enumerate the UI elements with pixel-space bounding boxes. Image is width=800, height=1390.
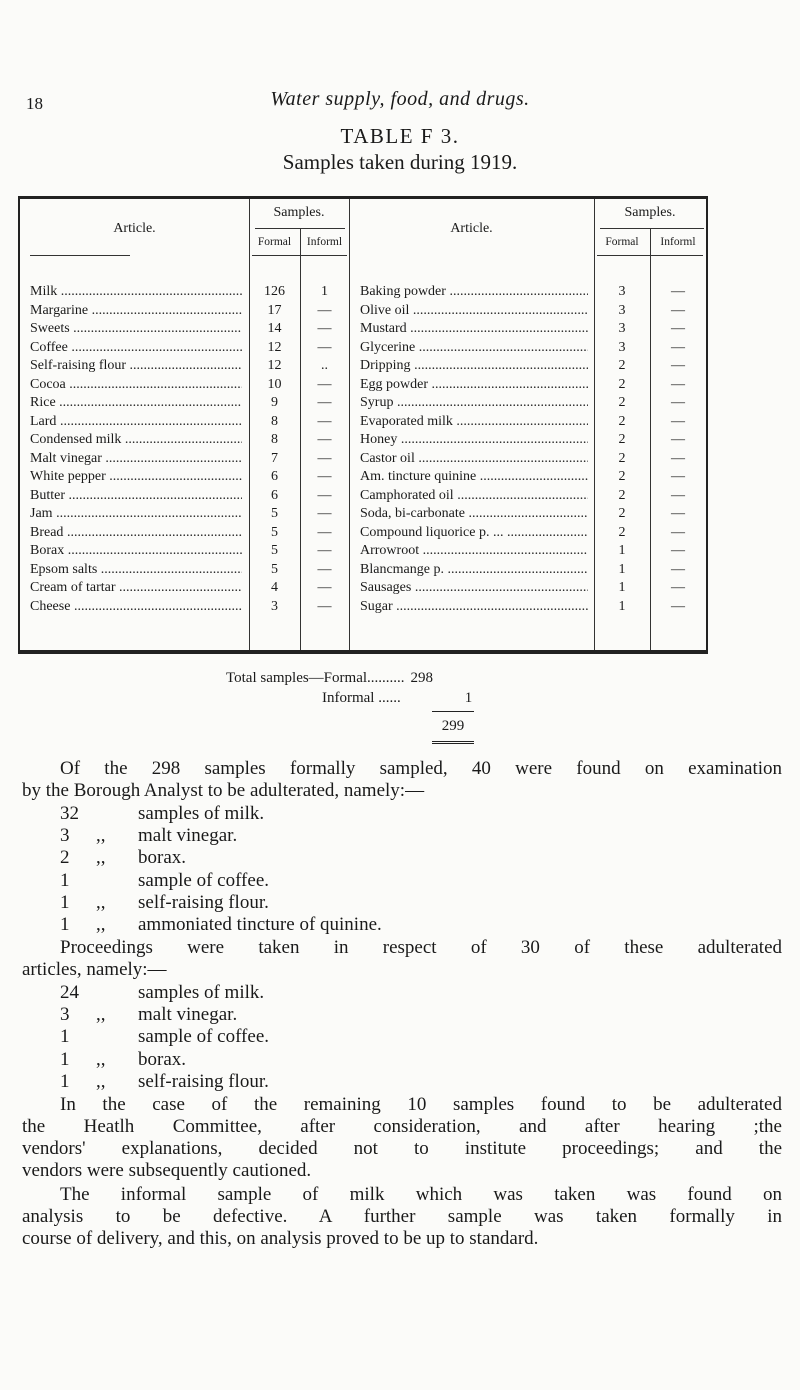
article-name: Blancmange p. .....	[360, 563, 588, 577]
item-text: ammoniated tincture of quinine.	[138, 914, 382, 935]
table-row	[20, 433, 706, 447]
list-item	[60, 1026, 269, 1049]
article-name: Arrowroot .....	[360, 544, 588, 558]
table-row	[20, 600, 706, 614]
formal-count: 3	[618, 321, 626, 336]
formal-count: 2	[618, 487, 626, 503]
informal-count: —	[671, 413, 685, 429]
informal-count: —	[317, 395, 332, 410]
article-name: Olive oil .....	[360, 304, 588, 318]
table-row	[20, 285, 706, 299]
formal-count: 1	[618, 598, 626, 614]
table-row	[20, 563, 706, 577]
paragraph-line: vendors were subsequently cautioned.	[22, 1160, 312, 1181]
paragraph-line: by the Borough Analyst to be adulterated, namely:—	[22, 780, 425, 801]
article-name: Cream of tartar .....	[30, 581, 242, 595]
article-name: Sugar .....	[360, 600, 588, 614]
page-number: 18	[26, 94, 43, 113]
informal-count: —	[671, 487, 685, 503]
item-count: 32	[60, 803, 79, 824]
item-text: borax.	[138, 847, 187, 869]
item-count: 24	[60, 982, 79, 1003]
table-row	[20, 415, 706, 429]
item-ditto: ,,	[96, 1048, 106, 1070]
total-informal-value: 1	[464, 690, 473, 706]
header-rule	[252, 255, 347, 256]
samples-table	[18, 196, 708, 654]
header-article-left: Article.	[113, 221, 156, 236]
article-name: Condensed milk .....	[30, 433, 242, 447]
table-row	[20, 359, 706, 373]
article-name: Baking powder .....	[360, 285, 588, 299]
formal-count: 5	[271, 524, 278, 540]
informal-count: 1	[321, 284, 328, 299]
formal-count: 7	[271, 450, 278, 466]
totals-block	[226, 668, 472, 708]
item-ditto: ,,	[96, 847, 106, 869]
table-row	[20, 396, 706, 410]
informal-count: —	[671, 284, 685, 299]
informal-count: ..	[321, 358, 328, 373]
header-rule	[30, 255, 130, 256]
informal-count: —	[317, 302, 332, 318]
formal-count: 2	[618, 450, 626, 466]
item-count: 3	[60, 825, 70, 847]
item-count: 2	[60, 847, 70, 869]
formal-count: 2	[618, 395, 626, 410]
table-row	[20, 452, 706, 466]
informal-count: —	[671, 524, 685, 540]
item-count: 3	[60, 1004, 70, 1026]
article-name: Malt vinegar .....	[30, 452, 242, 466]
informal-count: —	[671, 598, 685, 614]
formal-count: 3	[271, 598, 278, 614]
informal-count: —	[671, 561, 685, 577]
informal-count: —	[671, 580, 685, 595]
article-name: Rice .....	[30, 396, 242, 410]
table-row	[20, 341, 706, 355]
paragraph-line: articles, namely:—	[22, 959, 167, 980]
item-ditto: ,,	[96, 1070, 106, 1092]
informal-count: —	[317, 413, 332, 429]
formal-count: 2	[618, 432, 626, 447]
running-head: Water supply, food, and drugs.	[270, 88, 530, 110]
item-count: 1	[60, 1048, 70, 1070]
article-name: Sausages .....	[360, 581, 588, 595]
article-name: Syrup .....	[360, 396, 588, 410]
formal-count: 2	[618, 376, 626, 392]
item-ditto: ,,	[96, 1004, 106, 1026]
informal-count: —	[317, 469, 332, 484]
article-name: Glycerine .....	[360, 341, 588, 355]
article-name: Bread .....	[30, 526, 242, 540]
informal-count: —	[671, 302, 685, 318]
paragraph-line: The informal sample of milk which was taken was found on	[60, 1184, 782, 1205]
item-count: 1	[60, 1026, 70, 1048]
formal-count: 12	[267, 339, 282, 355]
article-name: Cocoa .....	[30, 378, 242, 392]
article-name: Margarine .....	[30, 304, 242, 318]
header-informal-left: Informl	[306, 236, 343, 248]
table-row	[20, 322, 706, 336]
header-formal-left: Formal	[257, 236, 292, 248]
list-item	[60, 870, 269, 893]
list-item	[60, 1049, 186, 1072]
formal-count: 2	[618, 358, 626, 373]
article-name: Sweets .....	[30, 322, 242, 336]
item-text: malt vinegar.	[138, 1004, 238, 1026]
informal-count: —	[671, 339, 685, 355]
total-informal-label: Informal ......	[322, 690, 401, 706]
paragraph-line: Proceedings were taken in respect of 30 of these adulterated	[60, 937, 782, 958]
list-item	[60, 982, 264, 1005]
informal-count: —	[317, 432, 332, 447]
formal-count: 8	[271, 413, 278, 429]
informal-count: —	[671, 358, 685, 373]
informal-count: —	[317, 339, 332, 355]
formal-count: 1	[618, 561, 626, 577]
informal-count: —	[671, 395, 685, 410]
informal-count: —	[671, 450, 685, 466]
article-name: Coffee .....	[30, 341, 242, 355]
article-name: White pepper .....	[30, 470, 242, 484]
formal-count: 5	[271, 506, 278, 521]
total-formal-label: Total samples—Formal..........	[226, 670, 405, 686]
formal-count: 3	[618, 302, 626, 318]
paragraph-line: vendors' explanations, decided not to institute proceedings; and the	[22, 1138, 782, 1159]
paragraph-line: the Heatlh Committee, after consideration, and after hearing ;the	[22, 1116, 782, 1137]
item-ditto: ,,	[96, 914, 106, 935]
table-row	[20, 489, 706, 503]
formal-count: 5	[271, 543, 278, 558]
header-samples-left: Samples.	[273, 205, 325, 220]
formal-count: 126	[264, 284, 285, 299]
formal-count: 5	[271, 561, 278, 577]
formal-count: 1	[618, 580, 626, 595]
informal-count: —	[671, 506, 685, 521]
item-count: 1	[60, 1070, 70, 1092]
list-item	[60, 892, 269, 915]
article-name: Milk .....	[30, 285, 242, 299]
list-item	[60, 1004, 237, 1027]
item-ditto: ,,	[96, 891, 106, 913]
article-name: Am. tincture quinine .....	[360, 470, 588, 484]
header-rule	[255, 228, 345, 229]
header-informal-right: Informl	[660, 236, 696, 248]
formal-count: 12	[267, 358, 282, 373]
paragraph-line: Of the 298 samples formally sampled, 40 were found on examination	[60, 758, 782, 779]
informal-count: —	[671, 543, 685, 558]
informal-count: —	[317, 450, 332, 466]
item-text: self-raising flour.	[138, 1070, 269, 1092]
header-article-right: Article.	[450, 221, 493, 236]
header-samples-right: Samples.	[624, 205, 676, 220]
formal-count: 14	[267, 321, 282, 336]
formal-count: 6	[271, 487, 278, 503]
formal-count: 2	[618, 469, 626, 484]
formal-count: 2	[618, 506, 626, 521]
table-row	[20, 507, 706, 521]
item-ditto: ,,	[96, 825, 106, 847]
formal-count: 8	[271, 432, 278, 447]
item-text: samples of milk.	[138, 803, 265, 824]
informal-count: —	[317, 580, 332, 595]
formal-count: 10	[267, 376, 282, 392]
article-name: Evaporated milk .....	[360, 415, 588, 429]
formal-count: 3	[618, 339, 626, 355]
table-row	[20, 544, 706, 558]
list-item	[60, 1071, 269, 1094]
article-name: Epsom salts .....	[30, 563, 242, 577]
informal-count: —	[317, 561, 332, 577]
article-name: Lard .....	[30, 415, 242, 429]
informal-count: —	[671, 432, 685, 447]
formal-count: 2	[618, 524, 626, 540]
formal-count: 2	[618, 413, 626, 429]
article-name: Camphorated oil .....	[360, 489, 588, 503]
list-item	[60, 847, 186, 870]
formal-count: 1	[618, 543, 626, 558]
item-text: malt vinegar.	[138, 825, 238, 847]
informal-count: —	[317, 487, 332, 503]
informal-count: —	[317, 598, 332, 614]
informal-count: —	[671, 469, 685, 484]
paragraph-line: In the case of the remaining 10 samples found to be adulterated	[60, 1094, 782, 1115]
item-text: sample of coffee.	[138, 1026, 270, 1048]
formal-count: 17	[267, 302, 282, 318]
header-rule	[600, 228, 704, 229]
article-name: Butter .....	[30, 489, 242, 503]
table-row	[20, 526, 706, 540]
paragraph-line: course of delivery, and this, on analysis proved to be up to standard.	[22, 1228, 539, 1249]
article-name: Borax .....	[30, 544, 242, 558]
item-count: 1	[60, 914, 70, 935]
list-item	[60, 803, 264, 826]
item-text: borax.	[138, 1048, 187, 1070]
list-item	[60, 825, 237, 848]
informal-count: —	[317, 506, 332, 521]
header-formal-right: Formal	[605, 236, 639, 248]
item-text: self-raising flour.	[138, 891, 269, 913]
article-name: Mustard .....	[360, 322, 588, 336]
article-name: Castor oil .....	[360, 452, 588, 466]
item-text: sample of coffee.	[138, 869, 270, 891]
informal-count: —	[671, 376, 685, 392]
total-rule	[432, 711, 474, 712]
informal-count: —	[671, 321, 685, 336]
article-name: Jam .....	[30, 507, 242, 521]
table-row	[20, 470, 706, 484]
table-subtitle: Samples taken during 1919.	[282, 150, 518, 174]
grand-total-underline	[432, 741, 474, 744]
list-item	[60, 914, 382, 937]
formal-count: 9	[271, 395, 278, 410]
item-count: 1	[60, 891, 70, 913]
article-name: Cheese .....	[30, 600, 242, 614]
header-rule	[597, 255, 703, 256]
paragraph-line: analysis to be defective. A further sample was taken formally in	[22, 1206, 782, 1227]
article-name: Self-raising flour .....	[30, 359, 242, 373]
article-name: Soda, bi-carbonate .....	[360, 507, 588, 521]
total-formal-value: 298	[410, 670, 434, 686]
formal-count: 4	[271, 580, 278, 595]
item-count: 1	[60, 869, 70, 891]
table-row	[20, 581, 706, 595]
informal-count: —	[317, 543, 332, 558]
informal-count: —	[317, 321, 332, 336]
article-name: Compound liquorice p. ... .....	[360, 526, 588, 540]
table-title: TABLE F 3.	[340, 124, 460, 148]
table-row	[20, 378, 706, 392]
article-name: Honey .....	[360, 433, 588, 447]
informal-count: —	[317, 524, 332, 540]
article-name: Dripping .....	[360, 359, 588, 373]
item-text: samples of milk.	[138, 982, 265, 1003]
informal-count: —	[317, 376, 332, 392]
article-name: Egg powder .....	[360, 378, 588, 392]
table-row	[20, 304, 706, 318]
formal-count: 6	[271, 469, 278, 484]
formal-count: 3	[618, 284, 626, 299]
grand-total: 299	[441, 718, 465, 734]
